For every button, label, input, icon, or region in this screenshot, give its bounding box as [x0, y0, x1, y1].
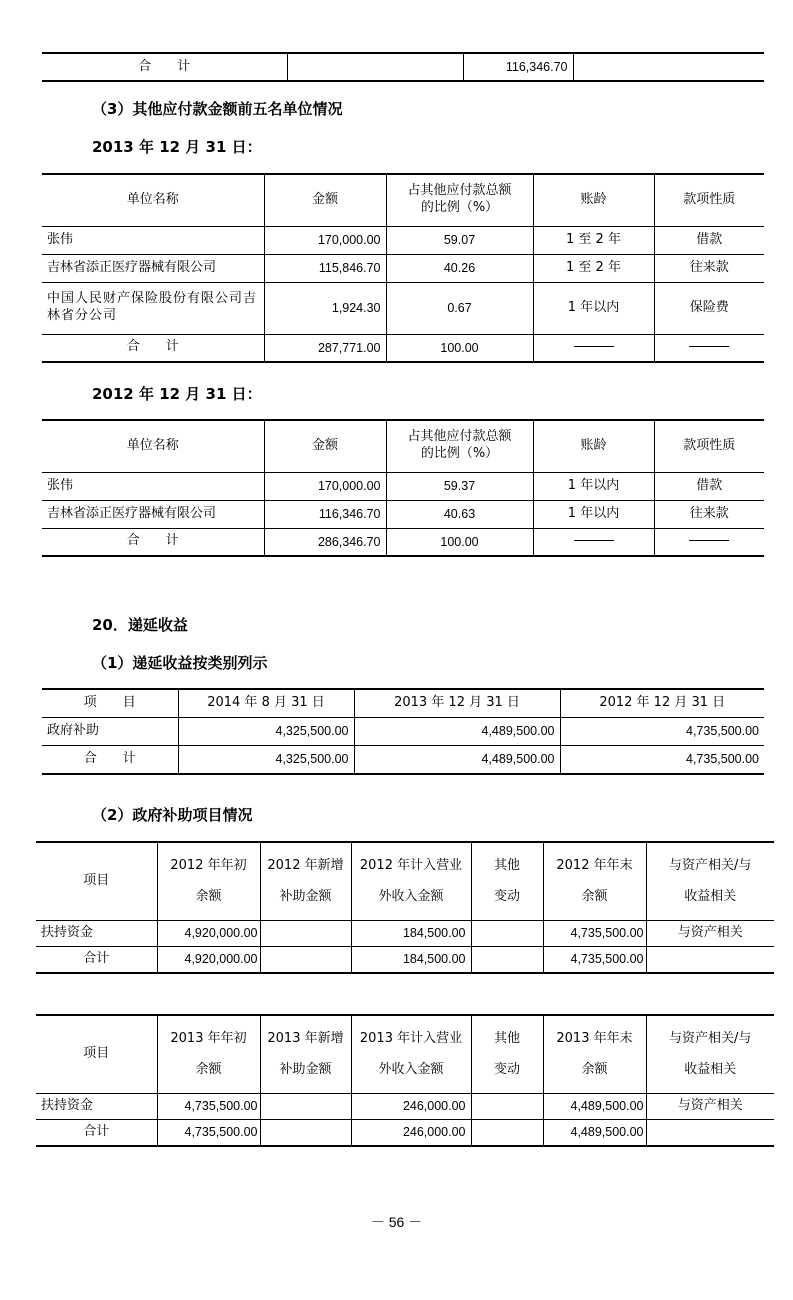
section3-title: （3）其他应付款金额前五名单位情况: [92, 100, 343, 118]
section20-title: 20．递延收益: [92, 616, 188, 634]
header-row: [42, 174, 764, 226]
table-row: 扶持资金 4,735,500.00 246,000.00 4,489,500.00 与资产相关: [36, 1093, 774, 1119]
header-row: [42, 420, 764, 472]
table-row: 张伟 170,000.00 59.07 1 至 2 年 借款: [42, 226, 764, 254]
page-number: － 56 －: [370, 1214, 423, 1230]
header-cell: 金额: [264, 420, 386, 472]
total-value: 116,346.70: [463, 53, 573, 81]
table-row: 张伟 170,000.00 59.37 1 年以内 借款: [42, 472, 764, 500]
section20-sub1: （1）递延收益按类别列示: [92, 654, 268, 672]
header-cell: 账龄: [533, 420, 654, 472]
dash-mark: [574, 346, 614, 347]
payables-2012-table: [42, 419, 764, 557]
dash-mark: [689, 346, 729, 347]
header-cell: 款项性质: [654, 420, 764, 472]
table-row: 扶持资金 4,920,000.00 184,500.00 4,735,500.00 与资产相关: [36, 920, 774, 946]
table-row: 吉林省添正医疗器械有限公司 115,846.70 40.26 1 至 2 年 往来款: [42, 254, 764, 282]
subsidy-2012-table: [36, 841, 774, 974]
table-row: 中国人民财产保险股份有限公司吉林省分公司 1,924.30 0.67 1 年以内 保险费: [42, 282, 764, 334]
total-row: 合 计 287,771.00 100.00: [42, 334, 764, 362]
header-cell: 占其他应付款总额 的比例（%）: [386, 174, 533, 226]
date-2012-heading: 2012 年 12 月 31 日：: [92, 385, 262, 403]
header-cell: 账龄: [533, 174, 654, 226]
deferred-revenue-table: [42, 688, 764, 775]
total-row: 合 计 286,346.70 100.00: [42, 528, 764, 556]
table-row: 政府补助 4,325,500.00 4,489,500.00 4,735,500.00: [42, 717, 764, 745]
header-cell: 金额: [264, 174, 386, 226]
header-row: 项目 2012 年年初 余额 2012 年新增 补助金额 2012 年计入营业 外收入金额 其他 变动 2012 年年末 余额 与资产相关/与 收益相关: [36, 842, 774, 920]
header-row: 项目 2013 年年初 余额 2013 年新增 补助金额 2013 年计入营业 外收入金额 其他 变动 2013 年年末 余额 与资产相关/与 收益相关: [36, 1015, 774, 1093]
header-cell: 单位名称: [42, 174, 264, 226]
header-cell: 款项性质: [654, 174, 764, 226]
header-cell: 占其他应付款总额 的比例（%）: [386, 420, 533, 472]
dash-mark: [689, 540, 729, 541]
section20-sub2: （2）政府补助项目情况: [92, 806, 253, 824]
header-cell: 单位名称: [42, 420, 264, 472]
dash-mark: [574, 540, 614, 541]
total-row: 合 计 4,325,500.00 4,489,500.00 4,735,500.00: [42, 745, 764, 774]
total-row: 合计 4,920,000.00 184,500.00 4,735,500.00: [36, 946, 774, 973]
total-row: 合计 4,735,500.00 246,000.00 4,489,500.00: [36, 1119, 774, 1146]
date-2013-heading: 2013 年 12 月 31 日：: [92, 138, 262, 156]
header-row: 项 目 2014 年 8 月 31 日 2013 年 12 月 31 日 2012 年 12 月 31 日: [42, 689, 764, 717]
payables-2013-table: [42, 173, 764, 363]
table-row: 吉林省添正医疗器械有限公司 116,346.70 40.63 1 年以内 往来款: [42, 500, 764, 528]
total-label: 合 计: [42, 53, 287, 81]
subsidy-2013-table: [36, 1014, 774, 1147]
top-total-table: [42, 52, 764, 82]
